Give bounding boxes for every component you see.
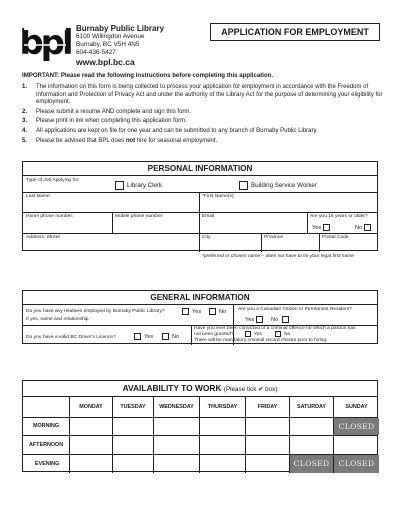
availability-title: AVAILABILITY TO WORK [122, 383, 222, 393]
criminal-question-line2: not been granted? [194, 332, 234, 337]
day-header-monday: MONDAY [79, 404, 103, 410]
email-field[interactable]: Email [202, 214, 215, 219]
criminal-no-checkbox[interactable] [275, 331, 281, 337]
availability-header [23, 381, 377, 397]
city-field[interactable]: City [202, 235, 211, 240]
org-address-line1: 6100 Willingdon Avenue [76, 33, 145, 40]
citizen-question: Are you a Canadian Citizen or Permanent Resident? [238, 307, 352, 312]
library-clerk-label: Library Clerk [127, 182, 163, 189]
day-header-friday: FRIDAY [257, 404, 278, 410]
org-phone: 604-436-5427 [76, 49, 116, 56]
citizen-yes-checkbox[interactable] [256, 316, 263, 323]
day-header-wednesday: WEDNESDAY [159, 404, 194, 410]
job-type-label: Type of Job Applying for: [26, 178, 80, 183]
citizen-yes-label: Yes [245, 317, 255, 323]
bpl-logo [19, 20, 71, 63]
instruction-item: 1. The information on this form is being collected to process your application for employment in accordance with the Freedom of Information and Protection of Privacy Act and under the authority of the Library Act for the purpose of determining your eligibility for employment. [22, 84, 383, 106]
age-yes-checkbox[interactable] [323, 224, 330, 231]
general-information-section [22, 290, 378, 344]
relatives-name-relationship-field[interactable]: If yes, name and relationship [26, 317, 89, 322]
form-title: APPLICATION FOR EMPLOYMENT [210, 23, 380, 41]
citizen-no-checkbox[interactable] [282, 316, 289, 323]
sunday-evening-closed: CLOSED [334, 455, 379, 473]
saturday-evening-closed: CLOSED [290, 455, 333, 473]
instruction-item: 3. Please print in ink when completing this application form. [22, 118, 187, 125]
day-header-sunday: SUNDAY [345, 404, 368, 410]
age-no-checkbox[interactable] [364, 224, 371, 231]
logo-lettering: bpl [19, 23, 71, 63]
org-address-line2: Burnaby, BC V5H 4N5 [76, 41, 140, 48]
org-website: www.bpl.bc.ca [76, 57, 135, 67]
preferred-name-note: *preferred or chosen name – does not have to be your legal first name [202, 254, 354, 259]
relatives-no-checkbox[interactable] [209, 308, 216, 315]
criminal-no-label: No [284, 332, 291, 337]
library-clerk-checkbox[interactable] [115, 181, 124, 190]
day-header-tuesday: TUESDAY [120, 404, 146, 410]
criminal-check-note: There will be mandatory criminal record checks prior to hiring. [194, 338, 328, 343]
licence-yes-label: Yes [144, 334, 154, 340]
criminal-question-line1: Have you ever been convicted of a criminal offence for which a pardon has [194, 326, 356, 331]
criminal-yes-checkbox[interactable] [245, 331, 251, 337]
age-no-label: No [355, 225, 363, 231]
row-header-afternoon: AFTERNOON [29, 442, 64, 448]
relatives-no-label: No [219, 309, 227, 315]
licence-yes-checkbox[interactable] [134, 333, 141, 340]
personal-information-section [22, 161, 378, 251]
address-street-field[interactable]: Address: Street [26, 235, 60, 240]
age-yes-label: Yes [312, 225, 322, 231]
sunday-morning-closed: CLOSED [334, 418, 379, 435]
instruction-item: 2. Please submit a resume AND complete and sign this form. [22, 108, 192, 115]
general-information-header: GENERAL INFORMATION [23, 291, 377, 305]
personal-information-header: PERSONAL INFORMATION [23, 162, 377, 176]
age-question: Are you 16 years or older? [310, 214, 368, 219]
licence-question: Do you have a valid BC Driver's Licence? [26, 335, 116, 340]
mobile-phone-field[interactable]: Mobile phone number: [115, 214, 164, 219]
instruction-item: 5. Please be advised that BPL does not hire for seasonal employment. [22, 137, 218, 144]
last-name-field[interactable]: Last Name: [26, 194, 52, 199]
criminal-yes-label: Yes [254, 332, 262, 337]
relatives-question: Do you have any relatives employed by Burnaby Public Library? [26, 309, 165, 314]
licence-no-checkbox[interactable] [162, 333, 169, 340]
postal-code-field[interactable]: Postal Code [322, 235, 349, 240]
org-name: Burnaby Public Library [76, 24, 165, 33]
building-service-worker-label: Building Service Worker [251, 182, 317, 189]
availability-subtitle: (Please tick ✔ box) [223, 386, 278, 393]
organization-info [76, 24, 164, 66]
home-phone-field[interactable]: Home phone number: [26, 214, 74, 219]
important-notice: IMPORTANT: Please read the following instructions before completing this application. [22, 72, 274, 79]
instructions-list [22, 84, 384, 147]
availability-section [22, 380, 378, 472]
relatives-yes-label: Yes [192, 309, 202, 315]
row-header-morning: MORNING [33, 423, 60, 429]
province-field[interactable]: Province [264, 235, 284, 240]
instruction-item: 4. All applications are kept on file for one year and can be submitted to any branch of Burnaby Public Library. [22, 127, 318, 134]
day-header-thursday: THURSDAY [207, 404, 238, 410]
first-name-field[interactable]: *First Name(s): [202, 194, 235, 199]
licence-no-label: No [172, 334, 180, 340]
day-header-saturday: SATURDAY [296, 404, 327, 410]
citizen-no-label: No [271, 317, 279, 323]
relatives-yes-checkbox[interactable] [182, 308, 189, 315]
row-header-evening: EVENING [35, 461, 60, 467]
building-service-worker-checkbox[interactable] [239, 181, 248, 190]
